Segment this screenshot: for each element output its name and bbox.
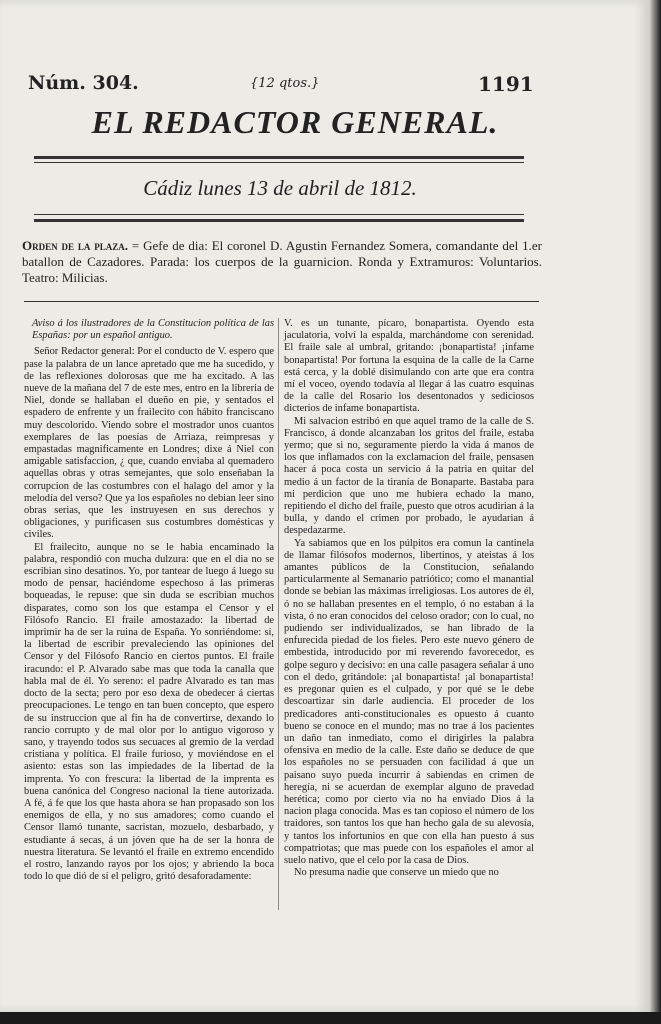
masthead-title: EL REDACTOR GENERAL. — [91, 104, 499, 140]
right-paragraph: No presuma nadie que conserve un miedo que no — [294, 867, 499, 879]
page-edge-shadow — [649, 0, 661, 1024]
column-left — [24, 318, 274, 883]
rule-mid-thin — [34, 214, 524, 215]
right-paragraph: Ya sabiamos que en los púlpitos era comun la cantinela de llamar filósofos modernos, libertinos, y ateistas á los amantes públicos de la Constitucion, señalando particularmente al Semanario patriótico; como el manantial donde se bebian las máximas irreligiosas. Los autores de él, ó no se hallaban presentes en el templo, ó no estaban á la vista, ó no eran conocidos del celoso orador; con lo cual, no pudiendo ser individualizados, se han librado de la enfurecida piedad de los fieles. Pero este nuevo género de embestida, introducido por mi reverendo favorecedor, es golpe seguro y decisivo: en una calle pasagera señalar á uno con el dedo, gritándole: ¡al bonapartista! ¡al bonapartista! es pregonar quien es el culpado, y por qué se le debe descoartizar sin darle audiencia. El proceder de los predicadores anti-constitucionales es opuesto á cuanto bueno se conoce en el mundo; mas no trae á los pacientes un daño tan inmediato, como el dirigirles la palabra ofensiva en medio de la calle. Este daño se deduce de que los españoles no se persuaden con facilidad á que un paisano suyo pueda incurrir á sabiendas en crimen de heregía, ni se acuerdan de exemplar alguno de pravedad herética; como por cierto via no ha enviado Dios á la nacion plaga conocida. Mas es tan copioso el número de los traidores, son tantos los que han hecho gala de su alevosía, y tantos los infortunios en que con ella han puesto á sus compatriotas; que mas puede con los españoles el amor al suelo nativo, que el celo por la casa de Dios. — [284, 537, 534, 866]
right-paragraph: V. es un tunante, pícaro, bonapartista. Oyendo esta jaculatoria, volví la espalda, marchándome con serenidad. El fraile sale al umbral, gritando: ¡bonapartista! ¡infame bonapartista! Por fortuna la esquina de la calle de la Carne está cerca, y la doblé disimulando con arte que era contra mí el voceo, oyendo todavía al llegar á las cuatro esquinas de la calle del Rosario los desentonados y sediciosos dicterios de infame bonapartista. — [284, 318, 534, 415]
rule-section — [24, 301, 539, 302]
orden-de-la-plaza — [22, 238, 542, 286]
article-heading: Aviso á los ilustradores de la Constitucion política de las Españas: por un español antiguo. — [32, 318, 274, 342]
page-bottom-border — [0, 1012, 661, 1024]
rule-mid-thick — [34, 219, 524, 222]
orden-label: Orden de la plaza. — [22, 238, 128, 253]
rule-top-thin — [34, 162, 524, 163]
orden-text: = Gefe de dia: El coronel D. Agustin Fernandez Somera, comandante del 1.er batallon de Cazadores. Parada: los cuerpos de la guarnicion. Ronda y Extramuros: Voluntarios. Teatro: Milicias. — [22, 238, 542, 285]
page-number: 1191 — [478, 72, 534, 96]
left-paragraph: El frailecito, aunque no se le habia encaminado la palabra, respondió con mucha dulzura: que en el dia no se escribian sino desatinos. Yo, por tantear de luego á luego su modo de pensar, haciéndome espechoso á las primeras boqueadas, le repuse: que sin duda se escribian muchos disparates, como son los que estampa el Censor y el Filósofo Rancio. El fraile amostazado: la libertad de imprimir ha de ser la ruina de España. Yo sonriéndome: sí, la libertad de escribir prevaleciendo las opiniones del Censor y del Filósofo Rancio en ciertos puntos. El fraile iracundo: el P. Alvarado sabe mas que toda la canalla que habla mal de él. Yo sereno: el padre Alvarado es tan mas docto de la secta; pero por eso dexa de obedecer á ciertas preocupaciones. Le tengo en tan buen concepto, que espero de su instruccion que al fin ha de convertirse, dexando lo rancio corrupto y de mal olor por lo antiguo vigoroso y sano, y trayendo todos sus secuaces al gremio de la verdad cristiana y política. El fraile furioso, y moviéndose en el asiento: estas son las impiedades de la libertad de la imprenta. Yo con frescura: la libertad de la imprenta es buena canónica del Congreso nacional la tiene autorizada. A fé, á fe que los que hasta ahora se han propasado son los enemigos de ella, y no sus amadores; como cuando el Censor llamó tunante, sacristan, mozuelo, desbarbado, y estudiante á secas, á un jóven que ha de ser la honra de nuestra literatura. Se levantó el fraile en extremo encendido el rostro, lanzando rayos por los ojos; y abriendo la boca todo lo que dió de sí el peligro, gritó desaforadamente: — [24, 541, 274, 883]
issue-number: Núm. 304. — [28, 72, 139, 94]
left-paragraph: Señor Redactor general: Por el conducto de V. espero que pase la palabra de un lance apretado que me ha sucedido, y de las reflexiones dolorosas que me ha excitado. A las nueve de la mañana del 7 de este mes, entro en la libreria de Niel, donde se hallaban el dueño en pie, y sentados el espadero de enfrente y un frailecito con hábito franciscano muy descolorido. Viendo sobre el mostrador unos cuantos exemplares de las poesías de Arriaza, reimpresas y empastadas magnificamente en Londres; dixe á Niel con amigable satisfaccion, ¿ que, cuando enviaba al quemadero aquellas obras y otras semejantes, que solo enseñaban la corrupcion de las costumbres con el halago del amor y la melodía del verso? Que ya los españoles no debian leer sino obras serias, que les instruyesen en sus derechos y obligaciones, y purificasen sus costumbres domésticas y civiles. — [24, 346, 274, 541]
column-right — [284, 318, 534, 879]
quires-note: {12 qtos.} — [250, 76, 320, 91]
column-divider — [278, 318, 279, 910]
dateline: Cádiz lunes 13 de abril de 1812. — [143, 176, 417, 200]
right-paragraph: Mi salvacion estribó en que aquel tramo de la calle de S. Francisco, á donde alcanzaban los gritos del fraile, estaba yermo; que si no, seguramente pierdo la vida á manos de los que inflamados con la exclamacion del fraile, pensasen hacer á poca costa un servicio á la patria en quitar del medio á un factor de la tiranía de Bonaparte. Bastaba para mi perdicion que uno me hubiera echado la mano, repitiendo el dicho del fraile, puesto que otros acudirian á la bulla, y dando el crimen por probado, le ayudarian á despedazarme. — [284, 415, 534, 537]
rule-top-thick — [34, 156, 524, 159]
